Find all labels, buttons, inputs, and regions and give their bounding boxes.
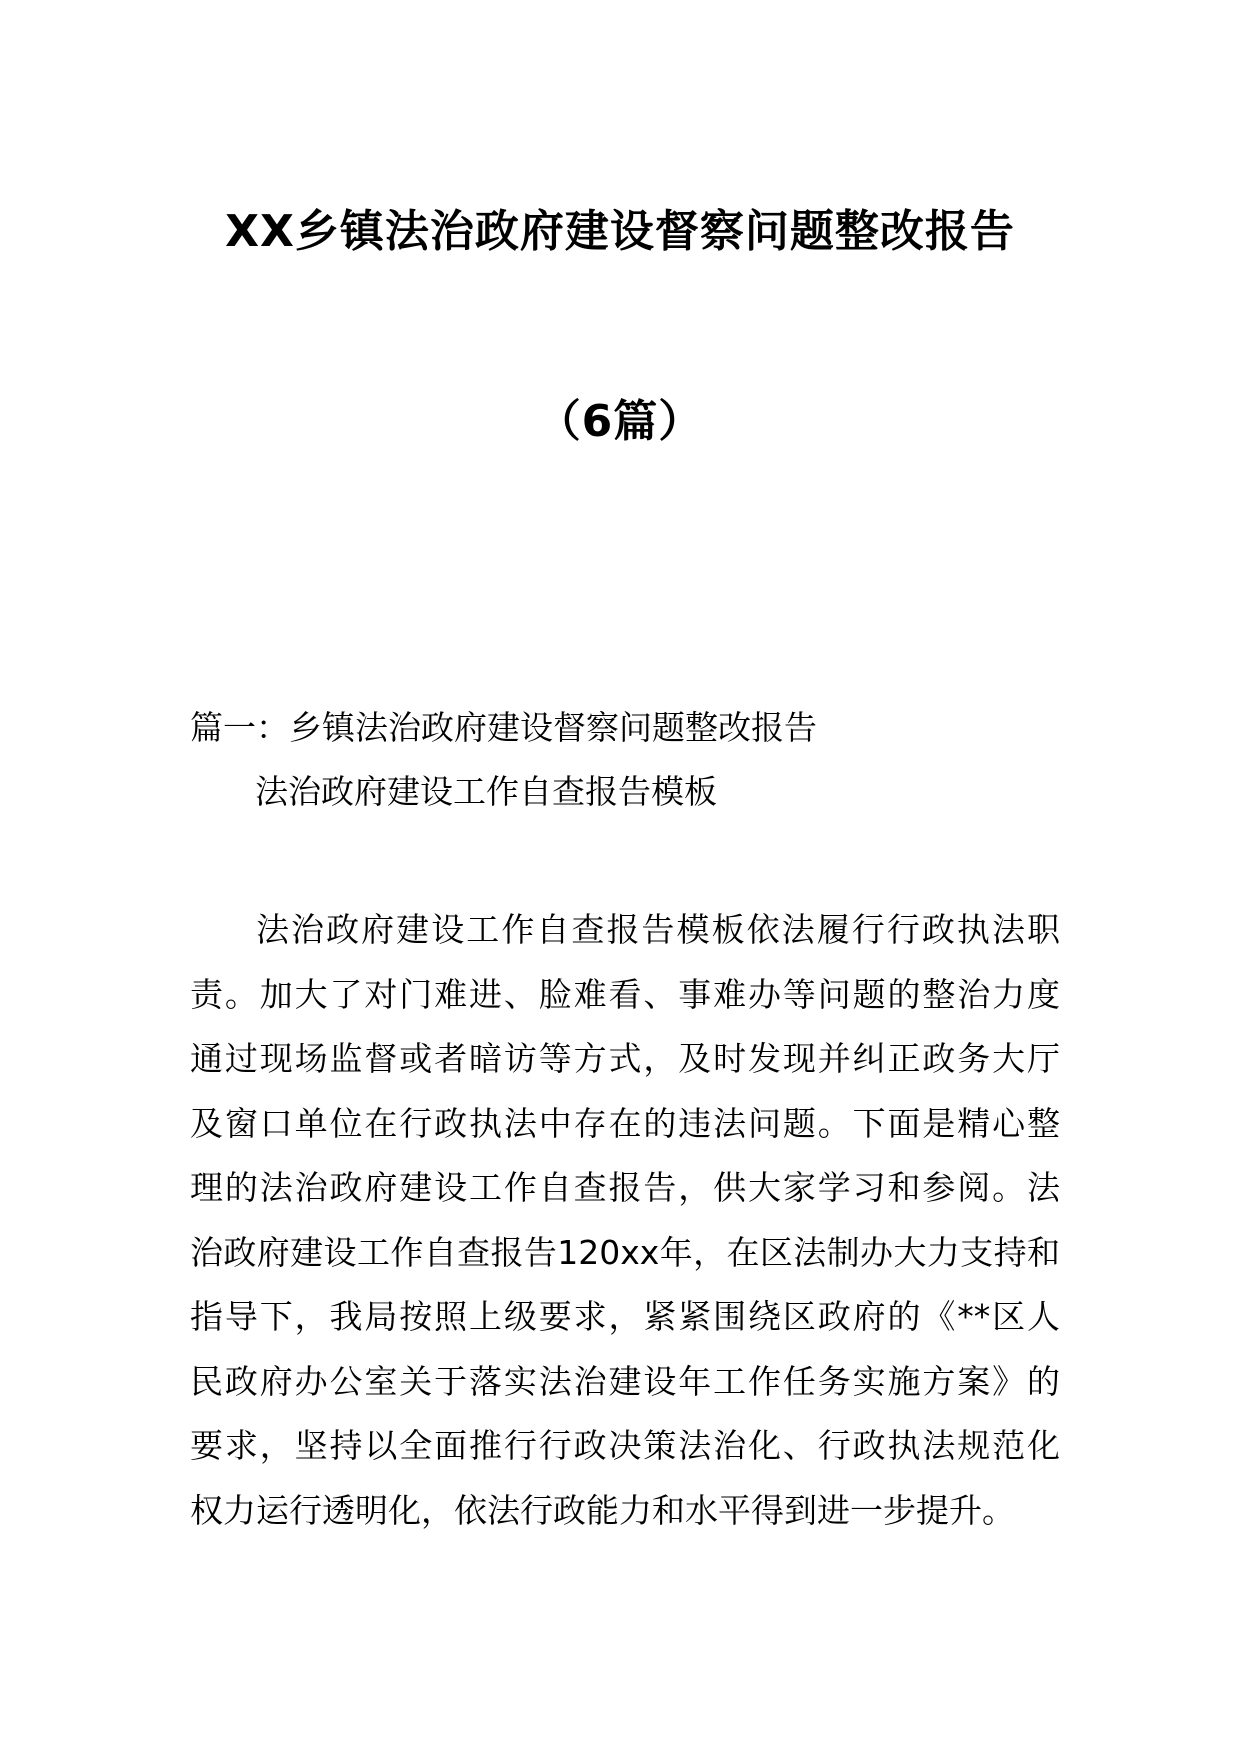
paragraph-line: 通过现场监督或者暗访等方式，及时发现并纠正政务大厅 (190, 1039, 1060, 1078)
body-paragraph (190, 898, 1060, 1543)
document-title: XX乡镇法治政府建设督察问题整改报告 (225, 206, 1015, 257)
paragraph-line: 民政府办公室关于落实法治建设年工作任务实施方案》的 (190, 1361, 1060, 1401)
paragraph-line: 责。加大了对门难进、脸难看、事难办等问题的整治力度 (190, 974, 1060, 1014)
paragraph-line: 要求，坚持以全面推行行政决策法治化、行政执法规范化 (190, 1426, 1060, 1465)
paragraph-line: 权力运行透明化，依法行政能力和水平得到进一步提升。 (190, 1490, 1015, 1530)
paragraph-line: 法治政府建设工作自查报告模板依法履行行政执法职 (256, 910, 1060, 949)
document-subtitle: （6篇） (536, 396, 704, 447)
paragraph-line: 治政府建设工作自查报告120xx年，在区法制办大力支持和 (190, 1232, 1060, 1272)
paragraph-line: 指导下，我局按照上级要求，紧紧围绕区政府的《**区人 (190, 1297, 1060, 1336)
paragraph-line: 理的法治政府建设工作自查报告，供大家学习和参阅。法 (190, 1168, 1060, 1207)
paragraph-line: 及窗口单位在行政执法中存在的违法问题。下面是精心整 (190, 1103, 1060, 1143)
section-heading: 篇一：乡镇法治政府建设督察问题整改报告 (190, 708, 817, 747)
sub-heading: 法治政府建设工作自查报告模板 (255, 772, 717, 811)
